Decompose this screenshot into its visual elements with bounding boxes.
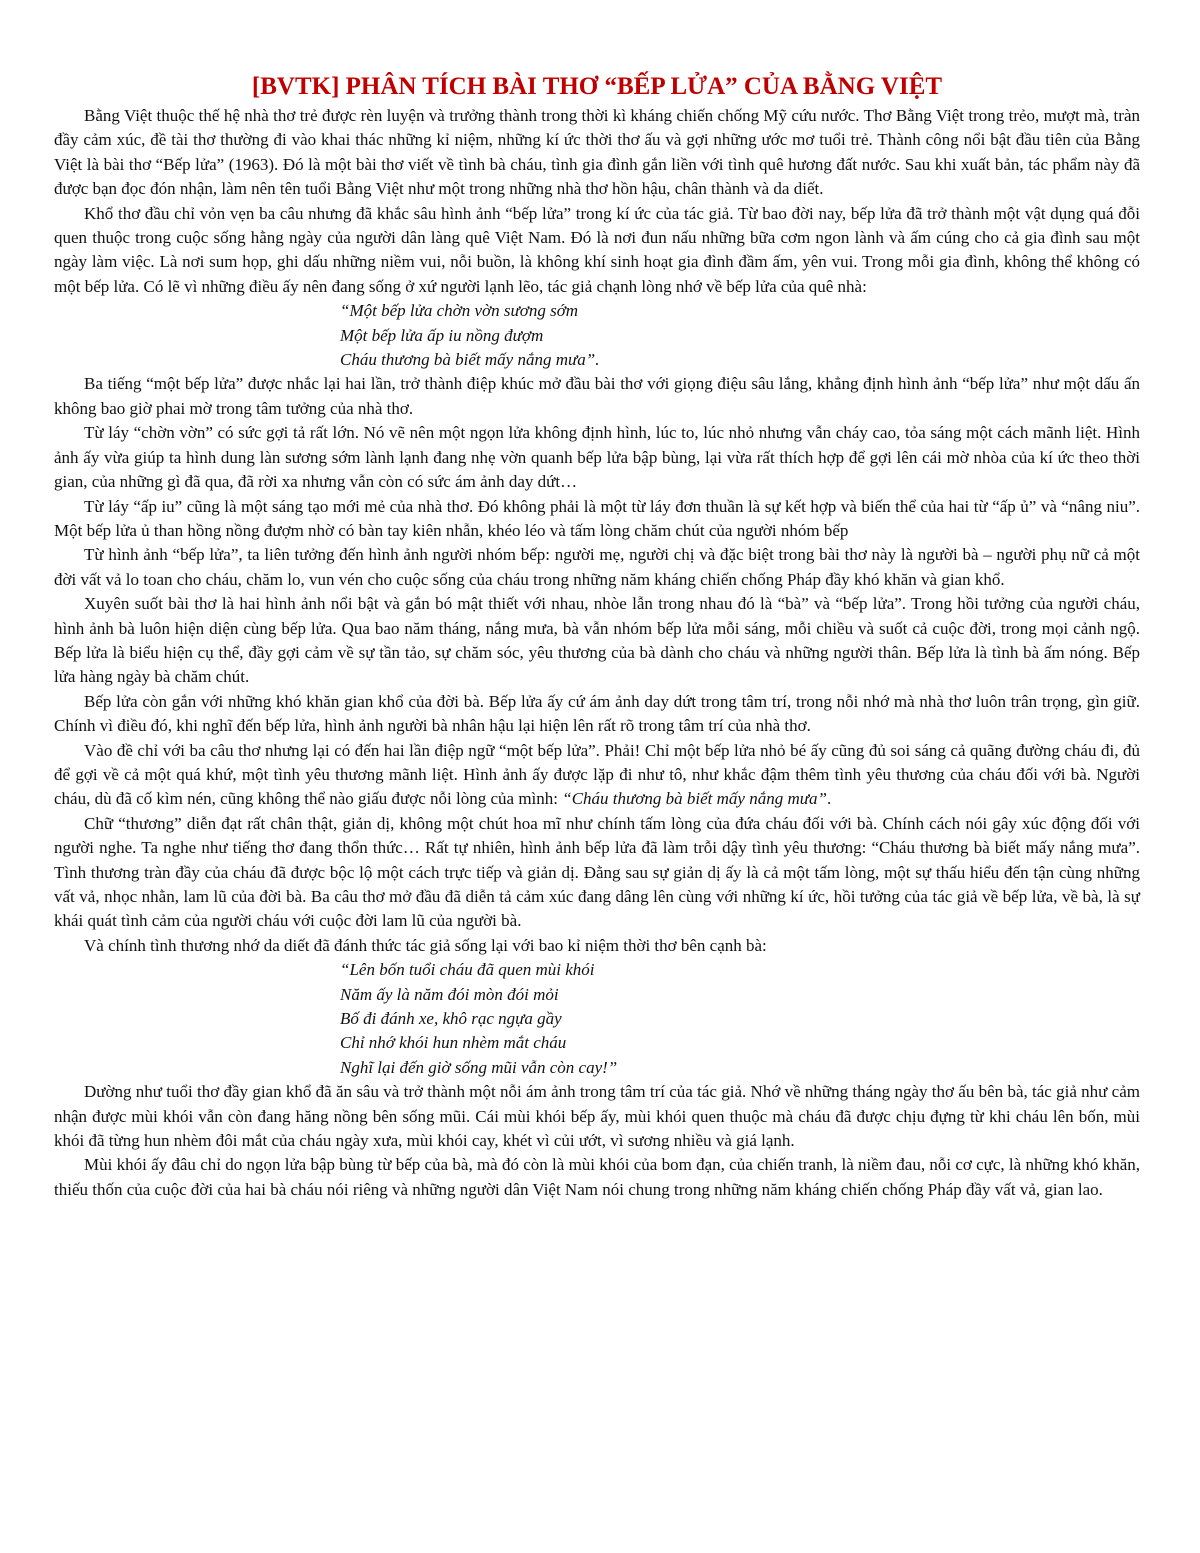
poem-line: Chỉ nhớ khói hun nhèm mắt cháu bbox=[340, 1033, 567, 1053]
paragraph: Và chính tình thương nhớ da diết đã đánh thức tác giả sống lại với bao kỉ niệm thời thơ bên cạnh bà: bbox=[84, 935, 767, 955]
paragraph: Từ hình ảnh “bếp lửa”, ta liên tưởng đến hình ảnh người nhóm bếp: người mẹ, người chị và đặc biệt trong bài thơ này là người bà – người phụ nữ cả một đời vất vả lo toan cho cháu, chăm lo, vun vén cho cuộc sống của cháu trong những năm kháng chiến chống Pháp đầy khó khăn và gian khổ. bbox=[54, 545, 1140, 589]
paragraph: Xuyên suốt bài thơ là hai hình ảnh nổi bật và gắn bó mật thiết với nhau, nhòe lẫn trong nhau đó là “bà” và “bếp lửa”. Trong hồi tưởng của người cháu, hình ảnh bà luôn hiện diện cùng bếp lửa. Qua bao năm tháng, nắng mưa, bà vẫn nhóm bếp lửa mỗi sáng, mỗi chiều và suốt cả cuộc đời, trong mọi cảnh ngộ. Bếp lửa là biểu hiện cụ thể, đầy gợi cảm về sự tần tảo, sự chăm sóc, yêu thương của bà dành cho cháu và những người thân. Bếp lửa là tình bà ấm nóng. Bếp lửa hàng ngày bà chăm chút. bbox=[54, 594, 1140, 687]
paragraph: Mùi khói ấy đâu chỉ do ngọn lửa bập bùng từ bếp của bà, mà đó còn là mùi khói của bom đạn, của chiến tranh, là niềm đau, nỗi cơ cực, là những khó khăn, thiếu thốn của cuộc đời của hai bà cháu nói riêng và những người dân Việt Nam nói chung trong những năm kháng chiến chống Pháp đầy vất vả, gian lao. bbox=[54, 1155, 1140, 1199]
paragraph-end: . bbox=[826, 789, 832, 809]
paragraph: Dường như tuổi thơ đầy gian khổ đã ăn sâu và trở thành một nỗi ám ảnh trong tâm trí của tác giả. Nhớ về những tháng ngày thơ ấu bên bà, tác giả như cảm nhận được mùi khói vẫn còn đang hăng nồng bên sống mũi. Cái mùi khói bếp ấy, mùi khói quen thuộc mà cháu đã được chịu đựng từ khi cháu lên bốn, mùi khói đã từng hun nhèm đôi mắt của cháu ngày xưa, mùi khói cay, khét vì củi ướt, vì sương nhiều và giá lạnh. bbox=[54, 1082, 1140, 1151]
poem-excerpt-1 bbox=[54, 299, 1140, 372]
poem-line: “Một bếp lửa chờn vờn sương sớm bbox=[340, 301, 579, 321]
paragraph: Bếp lửa còn gắn với những khó khăn gian khổ của đời bà. Bếp lửa ấy cứ ám ảnh day dứt trong tâm trí, trong nỗi nhớ mà nhà thơ luôn trân trọng, gìn giữ. Chính vì điều đó, khi nghĩ đến bếp lửa, hình ảnh người bà nhân hậu lại hiện lên rất rõ trong tâm trí của nhà thơ. bbox=[54, 691, 1140, 736]
paragraph: Từ láy “ấp iu” cũng là một sáng tạo mới mẻ của nhà thơ. Đó không phải là một từ láy đơn thuần là sự kết hợp và biến thể của hai từ “ấp ủ” và “nâng niu”. Một bếp lửa ủ than hồng nồng đượm nhờ có bàn tay kiên nhẫn, khéo léo và tấm lòng chăm chút của người nhóm bếp bbox=[54, 496, 1140, 540]
paragraph-first-stanza: Khổ thơ đầu chỉ vỏn vẹn ba câu nhưng đã khắc sâu hình ảnh “bếp lửa” trong kí ức của tác giả. Từ bao đời nay, bếp lửa đã trở thành một vật dụng quá đỗi quen thuộc trong cuộc sống hằng ngày của người dân làng quê Việt Nam. Đó là nơi đun nấu những bữa cơm ngon lành và ấm cúng cho cả gia đình sau một ngày làm việc. Là nơi sum họp, ghi dấu những niềm vui, nỗi buồn, là không khí sinh hoạt gia đình đầm ấm, yên vui. Trong mỗi gia đình, không thể không có một bếp lửa. Có lẽ vì những điều ấy nên đang sống ở xứ người lạnh lẽo, tác giả chạnh lòng nhớ về bếp lửa của quê nhà: bbox=[54, 203, 1140, 296]
poem-line: Bố đi đánh xe, khô rạc ngựa gầy bbox=[340, 1009, 562, 1029]
document-page bbox=[54, 70, 1140, 1202]
inline-quote: “Cháu thương bà biết mấy nắng mưa” bbox=[562, 789, 827, 809]
document-title: [BVTK] PHÂN TÍCH BÀI THƠ “BẾP LỬA” CỦA BẰNG VIỆT bbox=[251, 73, 943, 100]
paragraph: Ba tiếng “một bếp lửa” được nhắc lại hai lần, trở thành điệp khúc mở đầu bài thơ với giọng điệu sâu lắng, khẳng định hình ảnh “bếp lửa” như một dấu ấn không bao giờ phai mờ trong tâm tưởng của nhà thơ. bbox=[54, 374, 1140, 418]
paragraph: Từ láy “chờn vờn” có sức gợi tả rất lớn. Nó vẽ nên một ngọn lửa không định hình, lúc to, lúc nhỏ nhưng vẫn cháy cao, tỏa sáng một cách mãnh liệt. Hình ảnh ấy vừa giúp ta hình dung làn sương sớm lành lạnh đang nhẹ vờn quanh bếp lửa bập bùng, lại vừa rất thích hợp để gợi lên cái mờ nhòa của kí ức theo thời gian, của những gì đã qua, đã rời xa nhưng vẫn còn có sức ám ảnh day dứt… bbox=[54, 423, 1140, 492]
poem-excerpt-2 bbox=[54, 958, 1140, 1080]
poem-line: Năm ấy là năm đói mòn đói mỏi bbox=[340, 984, 559, 1004]
paragraph-intro: Bằng Việt thuộc thế hệ nhà thơ trẻ được rèn luyện và trưởng thành trong thời kì kháng chiến chống Mỹ cứu nước. Thơ Bằng Việt trong trẻo, mượt mà, tràn đầy cảm xúc, đề tài thơ thường đi vào khai thác những kỉ niệm, những kí ức thời thơ ấu và gợi những ước mơ tuổi trẻ. Thành công nổi bật đầu tiên của Bằng Việt là bài thơ “Bếp lửa” (1963). Đó là một bài thơ viết về tình bà cháu, tình gia đình gắn liền với tình quê hương đất nước. Sau khi xuất bản, tác phẩm này đã được bạn đọc đón nhận, làm nên tên tuổi Bằng Việt như một trong những nhà thơ hồn hậu, chân thành và da diết. bbox=[54, 106, 1140, 199]
poem-line: Nghĩ lại đến giờ sống mũi vẫn còn cay!” bbox=[340, 1057, 618, 1077]
paragraph-text: Vào đề chỉ với ba câu thơ nhưng lại có đến hai lần điệp ngữ “một bếp lửa”. Phải! Chỉ một bếp lửa nhỏ bé ấy cũng đủ soi sáng cả quãng đường cháu đi, đủ để gợi về cả một quá khứ, một tình yêu thương mãnh liệt. Hình ảnh ấy được lặp đi như tô, như khắc đậm thêm tình yêu thương của cháu đối với bà. Người cháu, dù đã cố kìm nén, cũng không thể nào giấu được nỗi lòng của mình: bbox=[54, 740, 1140, 809]
paragraph: Chữ “thương” diễn đạt rất chân thật, giản dị, không một chút hoa mĩ như chính tấm lòng của đứa cháu đối với bà. Chính cách nói gây xúc động đối với người nghe. Ta nghe như tiếng thơ đang thổn thức… Rất tự nhiên, hình ảnh bếp lửa đã làm trỗi dậy tình yêu thương: “Cháu thương bà biết mấy nắng mưa”. Tình thương tràn đầy của cháu đã được bộc lộ một cách trực tiếp và giản dị. Đằng sau sự giản dị ấy là cả một tấm lòng, một sự thấu hiểu đến tận cùng những vất vả, nhọc nhằn, lam lũ của đời bà. Ba câu thơ mở đầu đã diễn tả cảm xúc đang dâng lên cùng với những kí ức, hồi tưởng của tác giả về bếp lửa, về bà, là sự khái quát tình cảm của người cháu với cuộc đời lam lũ của người bà. bbox=[54, 813, 1140, 931]
poem-line: “Lên bốn tuổi cháu đã quen mùi khói bbox=[340, 960, 595, 980]
poem-line: Cháu thương bà biết mấy nắng mưa”. bbox=[340, 350, 600, 370]
paragraph-with-quote bbox=[54, 739, 1140, 812]
poem-line: Một bếp lửa ấp iu nồng đượm bbox=[340, 325, 544, 345]
